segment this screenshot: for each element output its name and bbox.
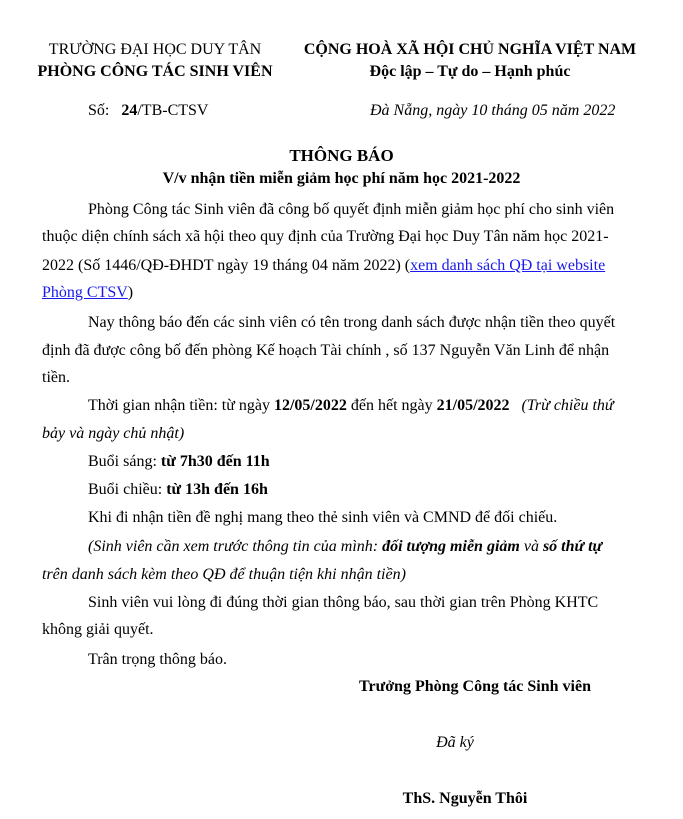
signed-mark: Đã ký — [436, 734, 474, 751]
paragraph-1-line-2: thuộc diện chính sách xã hội theo quy định của Trường Đại học Duy Tân năm học 2021- — [42, 228, 609, 245]
document-number-value: 24 — [121, 102, 138, 119]
exclusion-note: (Trừ chiều thứ — [521, 397, 614, 414]
morning-hours — [88, 452, 270, 472]
afternoon-label: Buổi chiều: — [88, 481, 167, 498]
exclusion-note-line-2: bảy và ngày chủ nhật) — [42, 425, 185, 442]
collection-period-mid: đến hết ngày — [346, 397, 437, 414]
end-date: 21/05/2022 — [436, 397, 510, 414]
student-reminder-line-1 — [88, 537, 602, 557]
collection-period — [88, 396, 614, 416]
reminder-text-a: (Sinh viên cần xem trước thông tin của mình: — [88, 538, 383, 555]
national-title: CỘNG HOÀ XÃ HỘI CHỦ NGHĨA VIỆT NAM — [303, 41, 637, 58]
paragraph-2-line-2: định đã được công bố đến phòng Kế hoạch Tài chính , số 137 Nguyễn Văn Linh để nhận — [42, 342, 610, 359]
paragraph-1-line-4 — [42, 283, 133, 303]
start-date: 12/05/2022 — [273, 397, 347, 414]
organization-name: TRƯỜNG ĐẠI HỌC DUY TÂN — [48, 41, 262, 58]
paragraph-1-line-3-text: 2022 (Số 1446/QĐ-ĐHDT ngày 19 tháng 04 năm 2022) ( — [42, 257, 411, 274]
signer-name: ThS. Nguyễn Thôi — [402, 790, 528, 807]
document-title: THÔNG BÁO — [289, 146, 394, 165]
collection-period-prefix: Thời gian nhận tiền: từ ngày — [88, 397, 274, 414]
document-subject: V/v nhận tiền miễn giảm học phí năm học 2021-2022 — [162, 170, 521, 187]
signer-title: Trưởng Phòng Công tác Sinh viên — [359, 678, 591, 695]
morning-label: Buổi sáng: — [88, 453, 161, 470]
document-number-label: Số: — [88, 102, 110, 119]
ctsv-list-link[interactable]: xem danh sách QĐ tại website — [410, 257, 606, 274]
student-reminder-line-2: trên danh sách kèm theo QĐ để thuận tiện khi nhận tiền) — [42, 566, 406, 583]
required-documents: Khi đi nhận tiền đề nghị mang theo thẻ sinh viên và CMND để đối chiếu. — [88, 509, 558, 526]
deadline-notice-line-1: Sinh viên vui lòng đi đúng thời gian thông báo, sau thời gian trên Phòng KHTC — [88, 594, 599, 611]
morning-time: từ 7h30 đến 11h — [160, 453, 270, 470]
department-name: PHÒNG CÔNG TÁC SINH VIÊN — [37, 63, 273, 80]
deadline-notice-line-2: không giải quyết. — [42, 621, 154, 638]
national-motto: Độc lập – Tự do – Hạnh phúc — [369, 63, 571, 80]
reminder-emphasis-2: số thứ tự — [542, 538, 603, 555]
ctsv-website-link[interactable]: Phòng CTSV — [42, 284, 128, 301]
paragraph-1-line-1: Phòng Công tác Sinh viên đã công bố quyết định miễn giảm học phí cho sinh viên — [88, 201, 615, 218]
document-number — [88, 101, 208, 121]
document-number-suffix: /TB-CTSV — [137, 102, 209, 119]
place-date: Đà Nẵng, ngày 10 tháng 05 năm 2022 — [370, 102, 616, 119]
afternoon-time: từ 13h đến 16h — [166, 481, 268, 498]
paragraph-1-line-3 — [42, 256, 605, 276]
reminder-text-c: và — [519, 538, 543, 555]
paragraph-1-close-paren: ) — [127, 284, 134, 301]
paragraph-2-line-3: tiền. — [42, 369, 70, 386]
afternoon-hours — [88, 480, 268, 500]
reminder-emphasis-1: đối tượng miễn giảm — [382, 538, 520, 555]
paragraph-2-line-1: Nay thông báo đến các sinh viên có tên trong danh sách được nhận tiền theo quyết — [88, 314, 616, 331]
closing-remark: Trân trọng thông báo. — [88, 651, 227, 668]
